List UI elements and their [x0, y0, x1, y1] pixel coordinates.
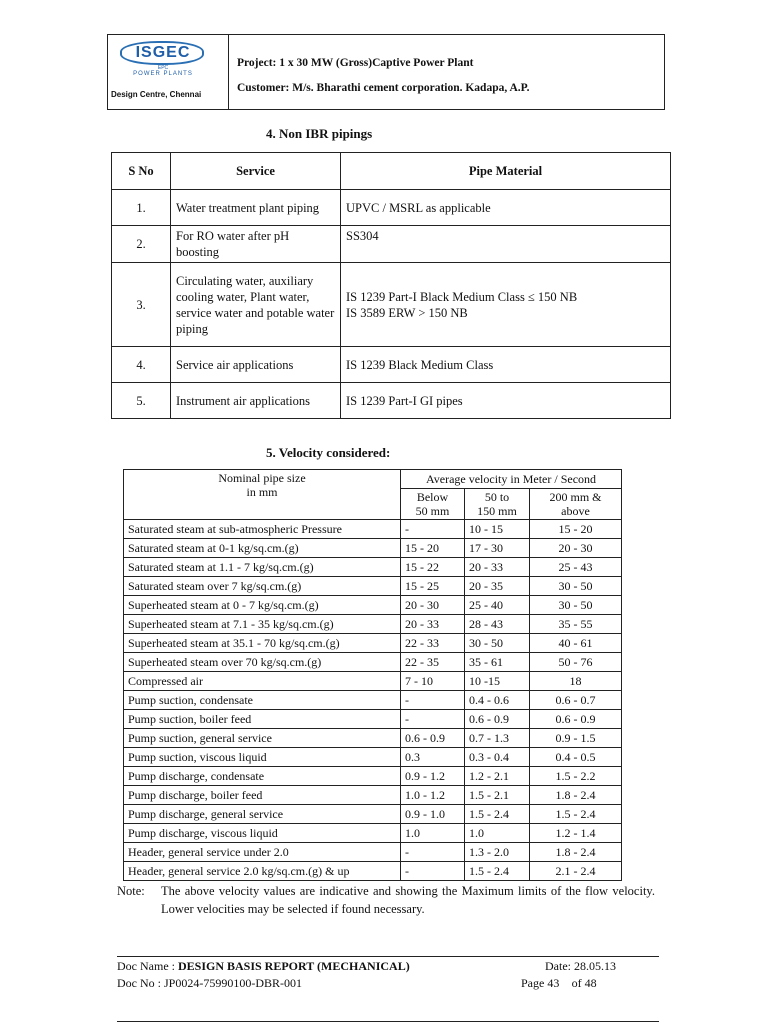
cell-below-50: 15 - 25 [401, 577, 465, 596]
cell-sno: 3. [112, 263, 171, 347]
cell-50-to-150: 1.5 - 2.4 [465, 862, 530, 881]
cell-service: Water treatment plant piping [171, 190, 341, 226]
cell-below-50: 0.9 - 1.0 [401, 805, 465, 824]
cell-200-above: 1.5 - 2.2 [530, 767, 622, 786]
isgec-logo [115, 38, 211, 78]
cell-200-above: 15 - 20 [530, 520, 622, 539]
cell-service: Header, general service 2.0 kg/sq.cm.(g) & up [124, 862, 401, 881]
cell-service: Pump discharge, viscous liquid [124, 824, 401, 843]
cell-50-to-150: 10 - 15 [465, 520, 530, 539]
velocity-row [124, 520, 622, 539]
design-centre-label: Design Centre, Chennai [111, 90, 202, 99]
cell-50-to-150: 17 - 30 [465, 539, 530, 558]
cell-50-to-150: 1.5 - 2.1 [465, 786, 530, 805]
cell-service: Circulating water, auxiliary cooling water, Plant water, service water and potable water piping [171, 263, 341, 347]
section-4-title: 4. Non IBR pipings [266, 126, 373, 141]
cell-50-to-150: 28 - 43 [465, 615, 530, 634]
note-label: Note: [117, 884, 145, 898]
table-row [112, 263, 671, 347]
velocity-row [124, 862, 622, 881]
cell-50-to-150: 0.6 - 0.9 [465, 710, 530, 729]
cell-below-50: 22 - 33 [401, 634, 465, 653]
section-5-title: 5. Velocity considered: [266, 445, 391, 460]
velocity-row [124, 805, 622, 824]
cell-50-to-150: 0.4 - 0.6 [465, 691, 530, 710]
cell-service: Superheated steam at 0 - 7 kg/sq.cm.(g) [124, 596, 401, 615]
cell-50-to-150: 1.3 - 2.0 [465, 843, 530, 862]
cell-sno: 4. [112, 347, 171, 383]
cell-material: IS 1239 Part-I GI pipes [341, 383, 671, 419]
cell-200-above: 1.8 - 2.4 [530, 786, 622, 805]
document-header [107, 34, 665, 110]
cell-50-to-150: 0.7 - 1.3 [465, 729, 530, 748]
customer-line: Customer: M/s. Bharathi cement corporation. Kadapa, A.P. [237, 82, 530, 94]
cell-service: Service air applications [171, 347, 341, 383]
velocity-row [124, 691, 622, 710]
velocity-table [123, 469, 622, 881]
logo-subtext-power-plants: POWER PLANTS [133, 71, 193, 77]
cell-50-to-150: 10 -15 [465, 672, 530, 691]
velocity-row [124, 558, 622, 577]
above-line-2: above [561, 504, 590, 518]
below-50-line-1: Below [416, 490, 449, 504]
cell-200-above: 30 - 50 [530, 596, 622, 615]
cell-material [341, 263, 671, 347]
cell-50-to-150: 25 - 40 [465, 596, 530, 615]
velocity-row [124, 577, 622, 596]
col-nominal-size [124, 470, 401, 520]
col-service: Service [171, 153, 341, 190]
project-line: Project: 1 x 30 MW (Gross)Captive Power Plant [237, 57, 474, 69]
cell-below-50: 0.6 - 0.9 [401, 729, 465, 748]
cell-200-above: 0.4 - 0.5 [530, 748, 622, 767]
velocity-row [124, 615, 622, 634]
cell-200-above: 30 - 50 [530, 577, 622, 596]
mid-line-2: 150 mm [477, 504, 517, 518]
velocity-header-row-1 [124, 470, 622, 489]
table-header-row [112, 153, 671, 190]
cell-200-above: 0.6 - 0.9 [530, 710, 622, 729]
cell-service: Saturated steam at sub-atmospheric Pressure [124, 520, 401, 539]
col-average-velocity: Average velocity in Meter / Second [401, 470, 622, 489]
cell-below-50: 1.0 - 1.2 [401, 786, 465, 805]
doc-date: Date: 28.05.13 [545, 959, 616, 973]
cell-50-to-150: 20 - 35 [465, 577, 530, 596]
non-ibr-pipings-table [111, 152, 671, 419]
cell-below-50: 7 - 10 [401, 672, 465, 691]
cell-below-50: - [401, 710, 465, 729]
cell-service: Header, general service under 2.0 [124, 843, 401, 862]
footer-bottom-rule [117, 1021, 659, 1022]
logo-subtext-epc: EPC [157, 65, 169, 71]
logo-cell [108, 35, 229, 109]
cell-200-above: 0.9 - 1.5 [530, 729, 622, 748]
cell-sno: 2. [112, 226, 171, 263]
velocity-row [124, 672, 622, 691]
col-50-to-150 [465, 489, 530, 520]
cell-below-50: - [401, 862, 465, 881]
cell-service: Saturated steam at 1.1 - 7 kg/sq.cm.(g) [124, 558, 401, 577]
cell-below-50: - [401, 843, 465, 862]
cell-service: Compressed air [124, 672, 401, 691]
cell-below-50: - [401, 520, 465, 539]
velocity-row [124, 634, 622, 653]
cell-service: Pump discharge, boiler feed [124, 786, 401, 805]
cell-sno: 5. [112, 383, 171, 419]
cell-service: Saturated steam over 7 kg/sq.cm.(g) [124, 577, 401, 596]
col-sno: S No [112, 153, 171, 190]
cell-below-50: - [401, 691, 465, 710]
cell-service: Pump discharge, general service [124, 805, 401, 824]
cell-below-50: 20 - 33 [401, 615, 465, 634]
cell-service: Pump suction, boiler feed [124, 710, 401, 729]
velocity-row [124, 767, 622, 786]
table-row [112, 226, 671, 263]
velocity-row [124, 843, 622, 862]
cell-service: Superheated steam at 7.1 - 35 kg/sq.cm.(g) [124, 615, 401, 634]
table-row [112, 383, 671, 419]
nominal-size-line-1: Nominal pipe size [218, 471, 306, 485]
velocity-row [124, 786, 622, 805]
cell-service: For RO water after pH boosting [171, 226, 341, 263]
cell-material: UPVC / MSRL as applicable [341, 190, 671, 226]
col-200-above [530, 489, 622, 520]
cell-below-50: 15 - 22 [401, 558, 465, 577]
page-number: Page 43  of 48  [521, 976, 606, 990]
cell-200-above: 25 - 43 [530, 558, 622, 577]
cell-service: Instrument air applications [171, 383, 341, 419]
cell-service: Saturated steam at 0-1 kg/sq.cm.(g) [124, 539, 401, 558]
cell-200-above: 40 - 61 [530, 634, 622, 653]
doc-name-line [117, 959, 410, 974]
cell-50-to-150: 0.3 - 0.4 [465, 748, 530, 767]
cell-50-to-150: 30 - 50 [465, 634, 530, 653]
doc-number: Doc No : JP0024-75990100-DBR-001 [117, 976, 302, 990]
cell-200-above: 2.1 - 2.4 [530, 862, 622, 881]
nominal-size-line-2: in mm [246, 485, 278, 499]
project-info [229, 35, 664, 109]
velocity-row [124, 729, 622, 748]
cell-sno: 1. [112, 190, 171, 226]
cell-service: Pump suction, general service [124, 729, 401, 748]
mid-line-1: 50 to [484, 490, 510, 504]
cell-material: IS 1239 Black Medium Class [341, 347, 671, 383]
velocity-row [124, 824, 622, 843]
cell-50-to-150: 1.2 - 2.1 [465, 767, 530, 786]
velocity-row [124, 596, 622, 615]
cell-service: Pump discharge, condensate [124, 767, 401, 786]
above-line-1: 200 mm & [549, 490, 602, 504]
velocity-body [124, 520, 622, 881]
doc-name-label: Doc Name : [117, 959, 178, 973]
logo-text: ISGEC [135, 44, 191, 61]
cell-50-to-150: 1.5 - 2.4 [465, 805, 530, 824]
cell-service: Pump suction, viscous liquid [124, 748, 401, 767]
cell-below-50: 0.9 - 1.2 [401, 767, 465, 786]
cell-service: Pump suction, condensate [124, 691, 401, 710]
below-50-line-2: 50 mm [415, 504, 450, 518]
cell-material: SS304 [341, 226, 671, 263]
table-row [112, 347, 671, 383]
cell-200-above: 1.2 - 1.4 [530, 824, 622, 843]
cell-below-50: 1.0 [401, 824, 465, 843]
table-row [112, 190, 671, 226]
cell-200-above: 0.6 - 0.7 [530, 691, 622, 710]
cell-below-50: 20 - 30 [401, 596, 465, 615]
cell-50-to-150: 20 - 33 [465, 558, 530, 577]
cell-200-above: 1.5 - 2.4 [530, 805, 622, 824]
doc-name-value: DESIGN BASIS REPORT (MECHANICAL) [177, 959, 410, 973]
cell-200-above: 1.8 - 2.4 [530, 843, 622, 862]
cell-below-50: 0.3 [401, 748, 465, 767]
cell-200-above: 18 [530, 672, 622, 691]
cell-service: Superheated steam over 70 kg/sq.cm.(g) [124, 653, 401, 672]
velocity-row [124, 710, 622, 729]
col-pipe-material: Pipe Material [341, 153, 671, 190]
velocity-row [124, 748, 622, 767]
velocity-row [124, 539, 622, 558]
col-below-50 [401, 489, 465, 520]
cell-50-to-150: 35 - 61 [465, 653, 530, 672]
cell-below-50: 15 - 20 [401, 539, 465, 558]
cell-200-above: 50 - 76 [530, 653, 622, 672]
cell-200-above: 20 - 30 [530, 539, 622, 558]
material-line-1: IS 1239 Part-I Black Medium Class ≤ 150 NB [346, 289, 578, 304]
cell-50-to-150: 1.0 [465, 824, 530, 843]
cell-below-50: 22 - 35 [401, 653, 465, 672]
note-text: The above velocity values are indicative and showing the Maximum limits of the flow velocity. Lower velocities may be selected if found necessary. [161, 884, 655, 916]
velocity-row [124, 653, 622, 672]
cell-service: Superheated steam at 35.1 - 70 kg/sq.cm.(g) [124, 634, 401, 653]
material-line-2: IS 3589 ERW > 150 NB [346, 305, 468, 320]
footer-top-rule [117, 956, 659, 957]
cell-200-above: 35 - 55 [530, 615, 622, 634]
